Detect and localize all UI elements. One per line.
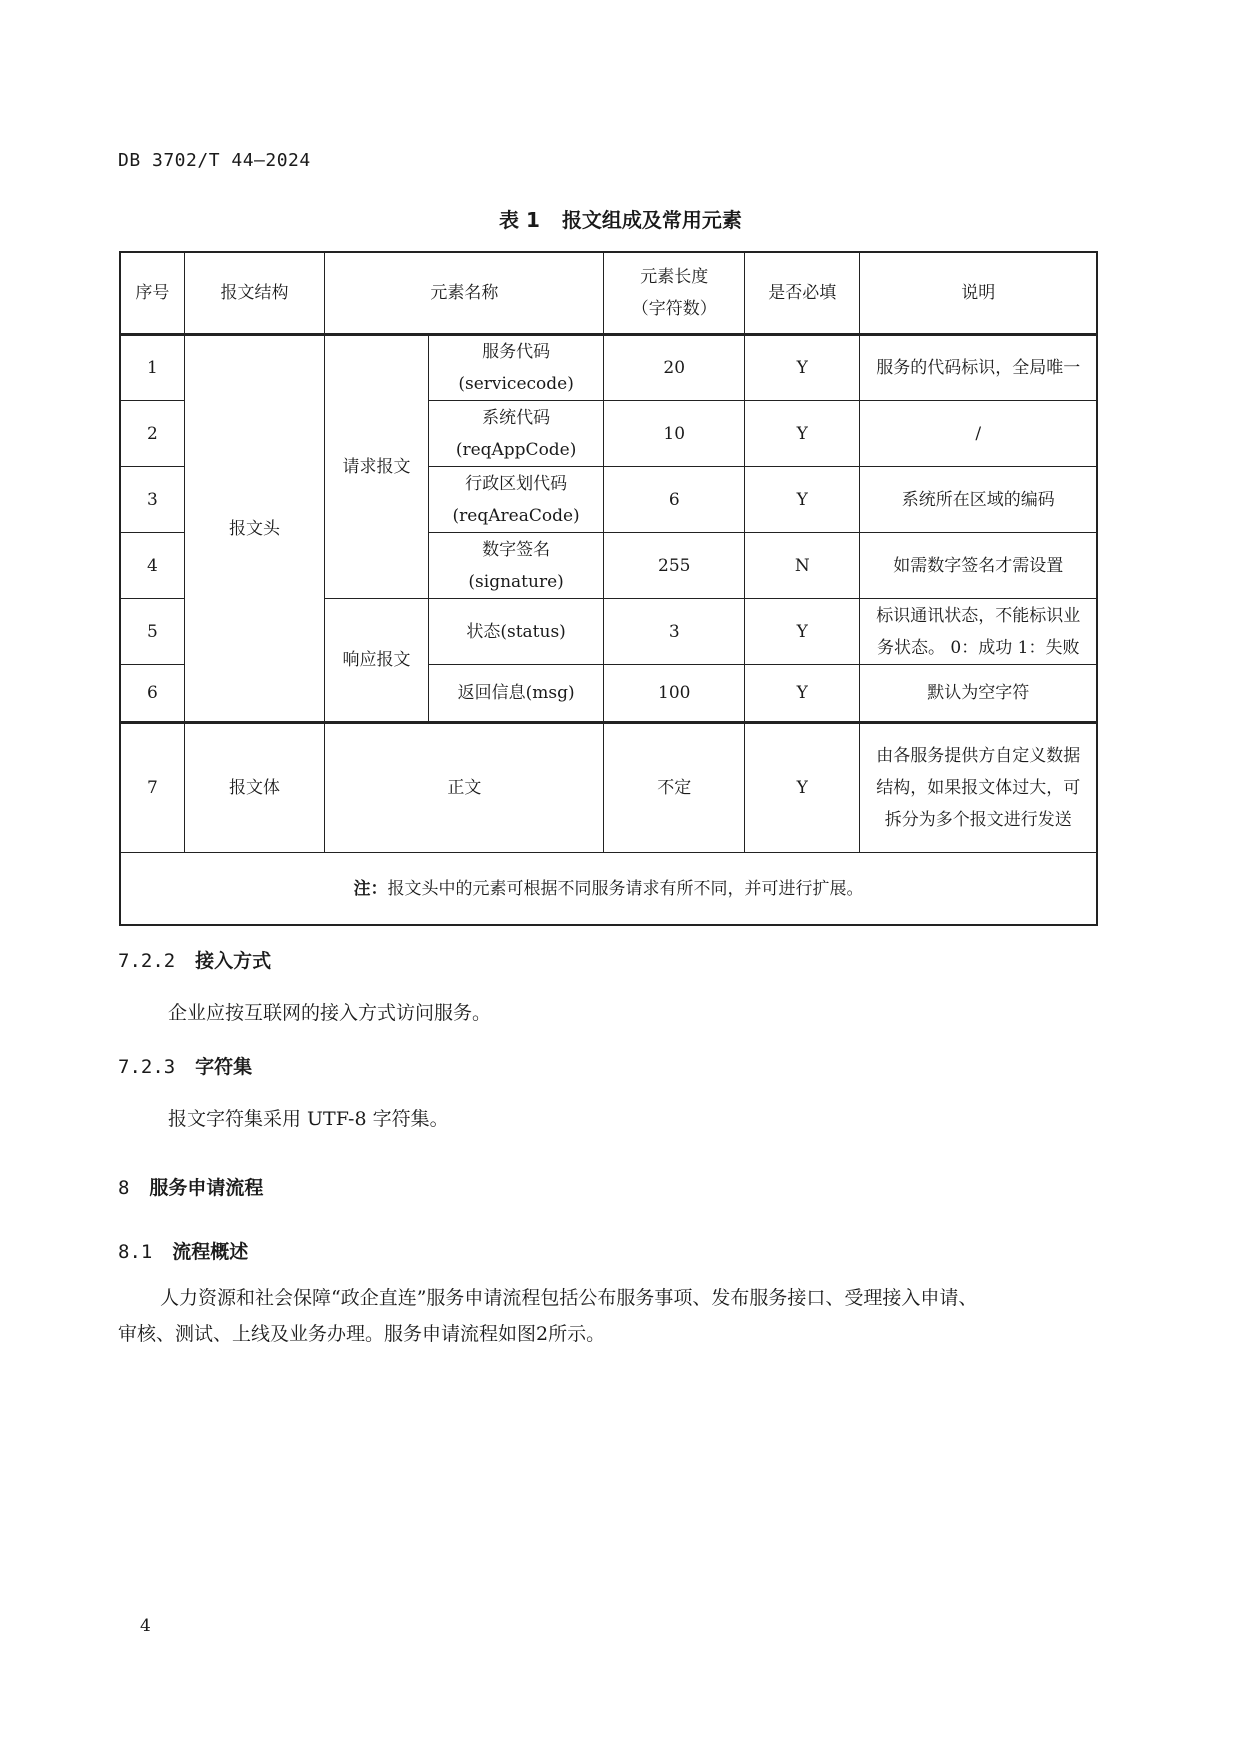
section-title: 字符集 bbox=[195, 1056, 253, 1078]
cell-required: Y bbox=[745, 599, 860, 665]
section-heading-7-2-3 bbox=[118, 1052, 252, 1079]
section-number: 7.2.3 bbox=[118, 1056, 176, 1078]
table-note bbox=[120, 853, 1097, 926]
section-title: 接入方式 bbox=[195, 950, 272, 972]
description-line: 拆分为多个报文进行发送 bbox=[884, 810, 1072, 830]
cell-element-name: 状态(status) bbox=[428, 599, 604, 665]
cell-description: 默认为空字符 bbox=[860, 665, 1097, 723]
message-elements-table bbox=[119, 251, 1098, 926]
cell-description: / bbox=[860, 401, 1097, 467]
cell-required: Y bbox=[745, 723, 860, 853]
cell-description: 如需数字签名才需设置 bbox=[860, 533, 1097, 599]
cell-length: 6 bbox=[604, 467, 745, 533]
cell-length: 100 bbox=[604, 665, 745, 723]
element-code: (reqAppCode) bbox=[455, 439, 577, 460]
cell-length: 3 bbox=[604, 599, 745, 665]
cell-group-response: 响应报文 bbox=[325, 599, 428, 723]
paragraph: 企业应按互联网的接入方式访问服务。 bbox=[168, 1002, 492, 1024]
page-number: 4 bbox=[140, 1616, 151, 1636]
table-row bbox=[120, 335, 1097, 401]
element-code: (servicecode) bbox=[458, 374, 574, 394]
header-structure: 报文结构 bbox=[184, 252, 325, 335]
section-number: 7.2.2 bbox=[118, 950, 176, 972]
description-line: 由各服务提供方自定义数据 bbox=[876, 746, 1081, 766]
section-number: 8 bbox=[118, 1177, 130, 1199]
note-label: 注： bbox=[353, 878, 388, 899]
cell-element-name: 返回信息(msg) bbox=[428, 665, 604, 723]
table-caption bbox=[0, 204, 1241, 233]
cell-seq: 5 bbox=[120, 599, 184, 665]
cell-element-name bbox=[428, 335, 604, 401]
cell-description bbox=[860, 599, 1097, 665]
cell-group-request: 请求报文 bbox=[325, 335, 428, 599]
description-line: 标识通讯状态，不能标识业 bbox=[876, 605, 1081, 626]
header-description: 说明 bbox=[860, 252, 1097, 335]
cell-element-name bbox=[428, 533, 604, 599]
section-number: 8.1 bbox=[118, 1241, 153, 1263]
description-line: 务状态。 0：成功 1：失败 bbox=[877, 637, 1080, 658]
header-length bbox=[604, 252, 745, 335]
element-code: (reqAreaCode) bbox=[452, 505, 580, 526]
table-caption-number: 表 1 bbox=[499, 208, 540, 232]
paragraph: 报文字符集采用 UTF-8 字符集。 bbox=[168, 1108, 449, 1130]
cell-required: N bbox=[745, 533, 860, 599]
header-length-line1: 元素长度 bbox=[640, 267, 709, 287]
cell-required: Y bbox=[745, 401, 860, 467]
section-heading-7-2-2 bbox=[118, 946, 271, 973]
element-name: 行政区划代码 bbox=[465, 473, 568, 494]
cell-length: 10 bbox=[604, 401, 745, 467]
element-name: 服务代码 bbox=[482, 342, 551, 362]
element-code: (signature) bbox=[468, 571, 564, 592]
cell-seq: 2 bbox=[120, 401, 184, 467]
header-length-line2: （字符数） bbox=[631, 299, 717, 319]
cell-required: Y bbox=[745, 335, 860, 401]
table-header-row bbox=[120, 252, 1097, 335]
cell-description bbox=[860, 723, 1097, 853]
cell-length: 20 bbox=[604, 335, 745, 401]
cell-seq: 4 bbox=[120, 533, 184, 599]
cell-element-name bbox=[428, 467, 604, 533]
cell-structure: 报文体 bbox=[184, 723, 325, 853]
paragraph-line: 人力资源和社会保障“政企直连”服务申请流程包括公布服务事项、发布服务接口、受理接入申请、 bbox=[160, 1287, 978, 1309]
cell-element-name: 正文 bbox=[325, 723, 604, 853]
cell-element-name bbox=[428, 401, 604, 467]
header-required: 是否必填 bbox=[745, 252, 860, 335]
section-title: 流程概述 bbox=[172, 1241, 249, 1263]
document-code: DB 3702/T 44—2024 bbox=[118, 150, 311, 171]
cell-seq: 1 bbox=[120, 335, 184, 401]
table-row bbox=[120, 723, 1097, 853]
section-title: 服务申请流程 bbox=[149, 1177, 264, 1199]
paragraph-line: 审核、测试、上线及业务办理。服务申请流程如图2所示。 bbox=[118, 1323, 606, 1345]
cell-seq: 6 bbox=[120, 665, 184, 723]
cell-length: 255 bbox=[604, 533, 745, 599]
cell-description: 系统所在区域的编码 bbox=[860, 467, 1097, 533]
section-heading-8-1 bbox=[118, 1237, 248, 1264]
note-text: 报文头中的元素可根据不同服务请求有所不同，并可进行扩展。 bbox=[387, 878, 864, 899]
description-line: 结构，如果报文体过大，可 bbox=[876, 778, 1081, 798]
header-seq: 序号 bbox=[120, 252, 184, 335]
cell-description: 服务的代码标识，全局唯一 bbox=[860, 335, 1097, 401]
element-name: 系统代码 bbox=[482, 407, 551, 428]
table-caption-title: 报文组成及常用元素 bbox=[561, 208, 742, 232]
header-element-name: 元素名称 bbox=[325, 252, 604, 335]
cell-seq: 3 bbox=[120, 467, 184, 533]
cell-required: Y bbox=[745, 665, 860, 723]
section-heading-8 bbox=[118, 1173, 263, 1200]
cell-seq: 7 bbox=[120, 723, 184, 853]
cell-group-header: 报文头 bbox=[184, 335, 325, 723]
cell-required: Y bbox=[745, 467, 860, 533]
element-name: 数字签名 bbox=[482, 539, 551, 560]
cell-length: 不定 bbox=[604, 723, 745, 853]
table-note-row bbox=[120, 853, 1097, 926]
